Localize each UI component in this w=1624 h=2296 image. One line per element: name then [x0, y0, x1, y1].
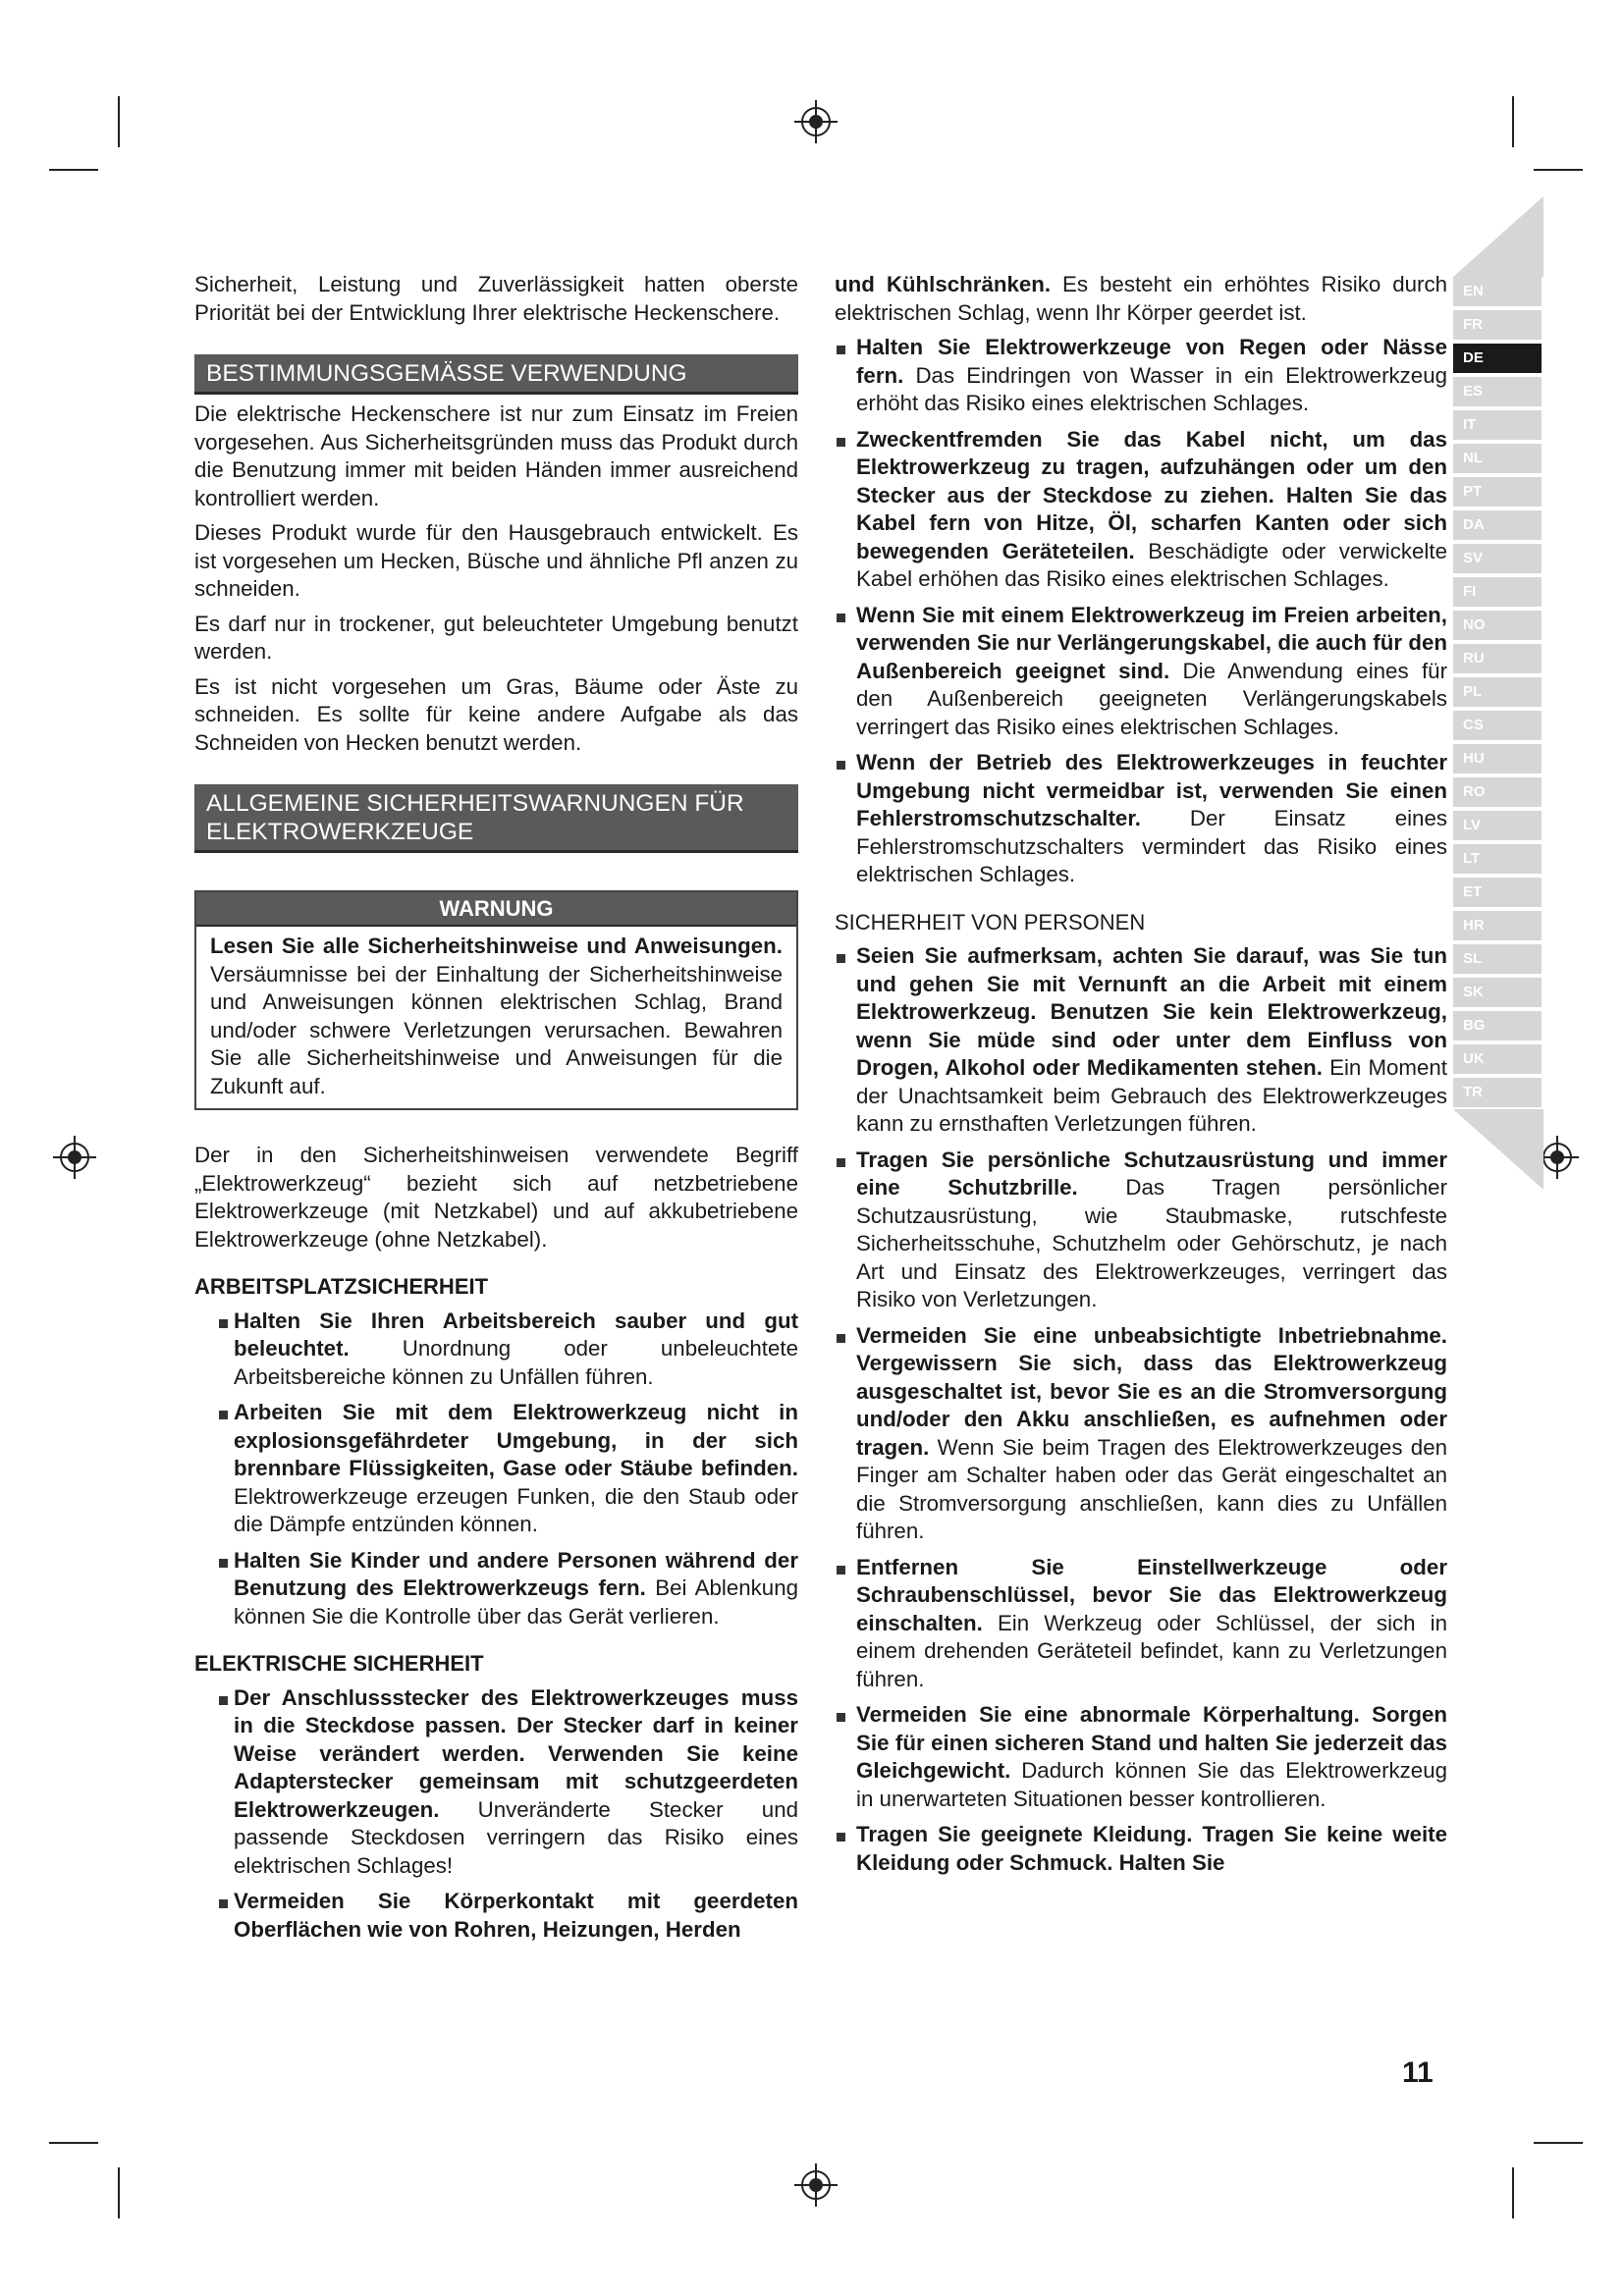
- bullet-icon: [837, 954, 845, 963]
- bullet-icon: [219, 1411, 228, 1419]
- list-item: [835, 334, 1447, 418]
- list-item-text: Bei Ablenkung können Sie die Kontrolle über das Gerät verlieren.: [234, 1575, 798, 1629]
- crop-mark: [118, 2167, 120, 2218]
- bullet-icon: [219, 1559, 228, 1568]
- subsection-heading: SICHERHEIT VON PERSONEN: [835, 909, 1146, 934]
- list-item-bold: Halten Sie Kinder und andere Personen während der Benutzung des Elektrowerkzeugs fern.: [234, 1547, 798, 1600]
- tab-hr[interactable]: HR: [1453, 911, 1542, 940]
- tab-pl[interactable]: PL: [1453, 677, 1542, 707]
- warning-text: [196, 927, 796, 1108]
- tab-tr[interactable]: TR: [1453, 1078, 1542, 1107]
- bullet-icon: [219, 1696, 228, 1705]
- tab-sv[interactable]: SV: [1453, 544, 1542, 573]
- tab-bg[interactable]: BG: [1453, 1011, 1542, 1041]
- tab-it[interactable]: IT: [1453, 410, 1542, 440]
- list-item-bold: Zweckentfremden Sie das Kabel nicht, um das Elektrowerkzeug zu tragen, aufzuhängen oder um den Stecker aus der Steckdose zu ziehen. Halten Sie das Kabel fern von Hitze, Öl, scharfen Kanten oder sich bewegenden Geräteteilen.: [856, 426, 1447, 563]
- list-item-text: Wenn Sie beim Tragen des Elektrowerkzeuges den Finger am Schalter haben oder das Gerät eingeschaltet an die Stromversorgung anschließen, kann dies zu Unfällen führen.: [856, 1434, 1447, 1543]
- bullet-icon: [837, 346, 845, 354]
- tab-pt[interactable]: PT: [1453, 477, 1542, 507]
- list-item-bold: Seien Sie aufmerksam, achten Sie darauf, was Sie tun und gehen Sie mit Vernunft an die Arbeit mit einem Elektrowerkzeug. Benutzen Sie kein Elektrowerkzeug, wenn Sie müde sind oder unter dem Einfluss von Drogen, Alkohol oder Medikamenten stehen.: [856, 943, 1447, 1080]
- tab-sk[interactable]: SK: [1453, 978, 1542, 1007]
- registration-mark-icon: [794, 2163, 838, 2207]
- list-item: [194, 1308, 798, 1392]
- list-item-bold: Wenn Sie mit einem Elektrowerkzeug im Freien arbeiten, verwenden Sie nur Verlängerungskabel, die auch für den Außenbereich geeignet sind.: [856, 602, 1447, 683]
- list-item-text: Das Tragen persönlicher Schutzausrüstung, wie Staubmaske, rutschfeste Sicherheitsschuhe, Schutzhelm oder Gehörschutz, je nach Art und Einsatz des Elektrowerkzeuges, verringert das Risiko von Verletzungen.: [856, 1175, 1448, 1311]
- list-item: [194, 1547, 798, 1631]
- crop-mark: [49, 169, 98, 171]
- crop-mark: [1512, 96, 1514, 147]
- list-item: [835, 1701, 1447, 1813]
- list-item-bold: Tragen Sie persönliche Schutzausrüstung und immer eine Schutzbrille.: [856, 1147, 1447, 1200]
- bullet-icon: [837, 1158, 845, 1167]
- warning-body: Versäumnisse bei der Einhaltung der Sicherheitshinweise und Anweisungen können elektrischen Schlag, Brand und/oder schwere Verletzungen verursachen. Bewahren Sie alle Sicherheitshinweise und Anweisungen für die Zukunft auf.: [210, 961, 783, 1098]
- list-item: [835, 1322, 1447, 1546]
- tab-ru[interactable]: RU: [1453, 644, 1542, 673]
- list-item: [194, 1684, 798, 1881]
- paragraph-text: Es besteht ein erhöhtes Risiko durch elektrischen Schlag, wenn Ihr Körper geerdet ist.: [835, 272, 1447, 325]
- list-item-bold: Vermeiden Sie eine unbeabsichtigte Inbetriebnahme. Vergewissern Sie sich, dass das Elektrowerkzeug ausgeschaltet ist, bevor Sie es an die Stromversorgung und/oder den Akku anschließen, es aufnehmen oder tragen.: [856, 1322, 1447, 1460]
- bullet-icon: [837, 438, 845, 447]
- crop-mark: [118, 96, 120, 147]
- tab-no[interactable]: NO: [1453, 611, 1542, 640]
- list-item: [835, 942, 1447, 1139]
- crop-mark: [1512, 2167, 1514, 2218]
- crop-mark: [1534, 2142, 1583, 2144]
- list-item-bold: Vermeiden Sie Körperkontakt mit geerdeten Oberflächen wie von Rohren, Heizungen, Herden: [234, 1889, 798, 1942]
- tab-sl[interactable]: SL: [1453, 944, 1542, 974]
- list-item: [835, 1147, 1447, 1314]
- bullet-icon: [837, 761, 845, 770]
- tab-fr[interactable]: FR: [1453, 310, 1542, 340]
- list-item: [835, 749, 1447, 889]
- list-item: [194, 1399, 798, 1539]
- warning-box: [194, 890, 798, 1110]
- list-item: [194, 1888, 798, 1944]
- list-item-text: Elektrowerkzeuge erzeugen Funken, die den Staub oder die Dämpfe entzünden können.: [234, 1483, 798, 1536]
- list-item-text: Dadurch können Sie das Elektrowerkzeug in unerwarteten Situationen besser kontrollieren.: [856, 1758, 1447, 1811]
- list-item-text: Ein Werkzeug oder Schlüssel, der sich in einem drehenden Geräteteil befindet, kann zu Verletzungen führen.: [856, 1610, 1447, 1691]
- registration-mark-icon: [794, 100, 838, 143]
- paragraph: Die elektrische Heckenschere ist nur zum Einsatz im Freien vorgesehen. Aus Sicherheitsgründen muss das Produkt durch die Benutzung immer mit beiden Händen immer ausreichend kontrolliert werden.: [194, 401, 798, 510]
- intro-text: Sicherheit, Leistung und Zuverlässigkeit hatten oberste Priorität bei der Entwicklung Ihrer elektrische Heckenschere.: [194, 272, 798, 325]
- section-heading: BESTIMMUNGSGEMÄSSE VERWENDUNG: [194, 354, 798, 395]
- warning-title: WARNUNG: [196, 892, 796, 927]
- paragraph: Der in den Sicherheitshinweisen verwendete Begriff „Elektrowerkzeug“ bezieht sich auf netzbetriebene Elektrowerkzeuge (mit Netzkabel) und auf akkubetriebene Elektrowerkzeuge (ohne Netzkabel).: [194, 1143, 798, 1252]
- tab-da[interactable]: DA: [1453, 510, 1542, 540]
- bullet-icon: [219, 1899, 228, 1908]
- tab-hu[interactable]: HU: [1453, 744, 1542, 774]
- section-heading: ALLGEMEINE SICHERHEITSWARNUNGEN FÜR ELEKTROWERKZEUGE: [194, 784, 798, 853]
- list-item-bold: Halten Sie Ihren Arbeitsbereich sauber und gut beleuchtet.: [234, 1308, 798, 1361]
- list-item-bold: Entfernen Sie Einstellwerkzeuge oder Schraubenschlüssel, bevor Sie das Elektrowerkzeug einschalten.: [856, 1554, 1447, 1635]
- paragraph: Es ist nicht vorgesehen um Gras, Bäume oder Äste zu schneiden. Es sollte für keine andere Aufgabe als das Schneiden von Hecken benutzt werden.: [194, 673, 798, 755]
- paragraph: [835, 271, 1447, 327]
- list-item: [835, 602, 1447, 742]
- list-item-text: Ein Moment der Unachtsamkeit beim Gebrauch des Elektrowerkzeuges kann zu ernsthaften Verletzungen führen.: [856, 1055, 1447, 1136]
- bullet-icon: [837, 1833, 845, 1842]
- list-item-bold: Der Anschlussstecker des Elektrowerkzeuges muss in die Steckdose passen. Der Stecker darf in keiner Weise verändert werden. Verwenden Sie keine Adapterstecker gemeinsam mit schutzgeerdeten Elektrowerkzeugen.: [234, 1684, 798, 1822]
- bullet-icon: [837, 1566, 845, 1575]
- language-tabs: [1453, 277, 1542, 1111]
- tab-uk[interactable]: UK: [1453, 1044, 1542, 1074]
- tab-de[interactable]: DE: [1453, 344, 1542, 373]
- list-item: [835, 1554, 1447, 1694]
- tab-en[interactable]: EN: [1453, 277, 1542, 306]
- bullet-icon: [837, 1334, 845, 1343]
- list-item-bold: Vermeiden Sie eine abnormale Körperhaltung. Sorgen Sie für einen sicheren Stand und halten Sie jederzeit das Gleichgewicht.: [856, 1702, 1447, 1783]
- bullet-icon: [837, 614, 845, 622]
- tab-ro[interactable]: RO: [1453, 777, 1542, 807]
- paragraph: Es darf nur in trockener, gut beleuchteter Umgebung benutzt werden.: [194, 611, 798, 664]
- tab-fi[interactable]: FI: [1453, 577, 1542, 607]
- list-item-text: Der Einsatz eines Fehlerstromschutzschalters vermindert das Risiko eines elektrischen Schlages.: [856, 806, 1447, 886]
- list-item-bold: Arbeiten Sie mit dem Elektrowerkzeug nicht in explosionsgefährdeter Umgebung, in der sich brennbare Flüssigkeiten, Gase oder Stäube befinden.: [234, 1400, 798, 1480]
- list-item-text: Unveränderte Stecker und passende Steckdosen verringern das Risiko eines elektrischen Schlages!: [234, 1796, 798, 1878]
- right-column: [835, 271, 1447, 1885]
- tab-cs[interactable]: CS: [1453, 711, 1542, 740]
- bullet-icon: [219, 1319, 228, 1328]
- subsection-heading: ARBEITSPLATZSICHERHEIT: [194, 1274, 489, 1299]
- page-number: 11: [1402, 2056, 1434, 2089]
- list-item-bold: Tragen Sie geeignete Kleidung. Tragen Sie keine weite Kleidung oder Schmuck. Halten Sie: [856, 1822, 1447, 1875]
- list-item: [835, 426, 1447, 594]
- tab-es[interactable]: ES: [1453, 377, 1542, 406]
- list-item-text: Die Anwendung eines für den Außenbereich geeigneten Verlängerungskabels verringert das Risiko eines elektrischen Schlages.: [856, 658, 1448, 739]
- registration-mark-icon: [53, 1136, 96, 1179]
- list-item-bold: Halten Sie Elektrowerkzeuge von Regen oder Nässe fern.: [856, 335, 1447, 388]
- subsection-heading: ELEKTRISCHE SICHERHEIT: [194, 1651, 484, 1676]
- left-column: [194, 271, 798, 1951]
- paragraph-bold: und Kühlschränken.: [835, 272, 1052, 296]
- crop-mark: [1534, 169, 1583, 171]
- list-item: [835, 1821, 1447, 1877]
- crop-mark: [49, 2142, 98, 2144]
- list-item-text: Beschädigte oder verwickelte Kabel erhöhen das Risiko eines elektrischen Schlages.: [856, 538, 1447, 591]
- tab-lt[interactable]: LT: [1453, 844, 1542, 874]
- list-item-bold: Wenn der Betrieb des Elektrowerkzeuges in feuchter Umgebung nicht vermeidbar ist, verwenden Sie einen Fehlerstromschutzschalter.: [856, 750, 1447, 830]
- tab-et[interactable]: ET: [1453, 878, 1542, 907]
- tab-nl[interactable]: NL: [1453, 444, 1542, 473]
- bullet-icon: [837, 1713, 845, 1722]
- list-item-text: Das Eindringen von Wasser in ein Elektrowerkzeug erhöht das Risiko eines elektrischen Schlages.: [856, 362, 1447, 415]
- warning-bold: Lesen Sie alle Sicherheitshinweise und Anweisungen.: [210, 934, 783, 958]
- tab-lv[interactable]: LV: [1453, 811, 1542, 840]
- list-item-text: Unordnung oder unbeleuchtete Arbeitsbereiche können zu Unfällen führen.: [234, 1336, 798, 1389]
- paragraph: Dieses Produkt wurde für den Hausgebrauch entwickelt. Es ist vorgesehen um Hecken, Büsche und ähnliche Pfl anzen zu schneiden.: [194, 520, 798, 601]
